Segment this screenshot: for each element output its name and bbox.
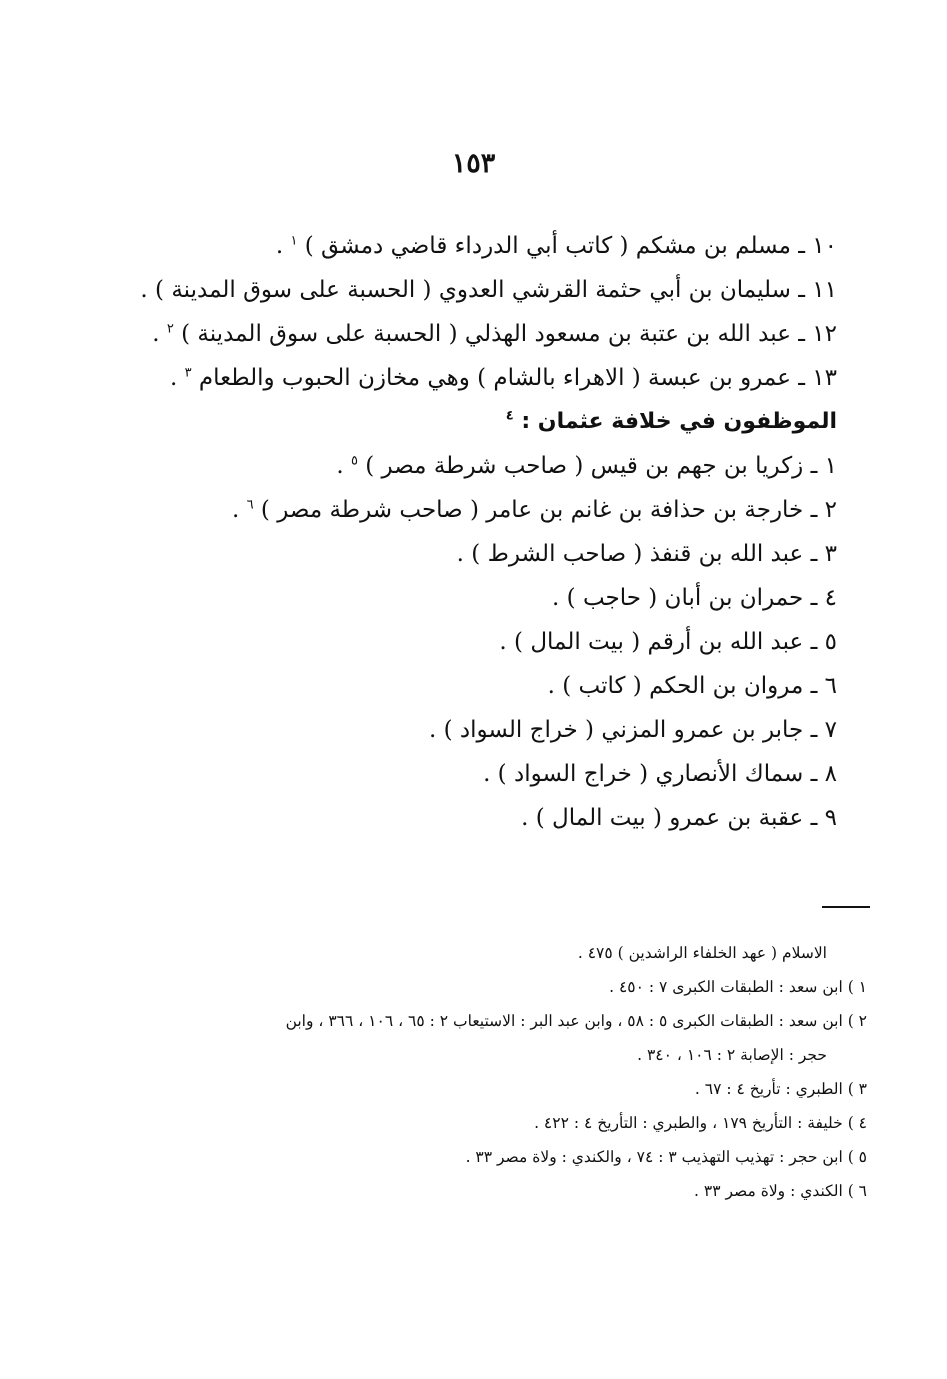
footnote: الاسلام ( عهد الخلفاء الراشدين ) ٤٧٥ . (577, 944, 827, 962)
list-item: ١٠ ـ مسلم بن مشكم ( كاتب أبي الدرداء قاضي دمشق ) $^١$ . (275, 233, 837, 259)
list-item: ١٣ ـ عمرو بن عبسة ( الاهراء بالشام ) وهي مخازن الحبوب والطعام $^٣$ . (169, 365, 837, 391)
footnote: ٦ ) الكندي : ولاة مصر ٣٣ . (694, 1182, 867, 1200)
footnote: ٣ ) الطبري : تأريخ ٤ : ٦٧ . (694, 1080, 867, 1098)
footnote-ref: ٤ (505, 408, 514, 424)
main-text (117, 224, 837, 840)
section-heading: الموظفون في خلافة عثمان : $^٤$ (505, 408, 837, 434)
footnote-ref: ٣ (184, 365, 192, 381)
footnotes (167, 936, 867, 1208)
footnote-ref: ١ (290, 233, 298, 249)
list-item: ٨ ـ سماك الأنصاري ( خراج السواد ) . (483, 761, 837, 787)
footnote: ٥ ) ابن حجر : تهذيب التهذيب ٣ : ٧٤ ، والكندي : ولاة مصر ٣٣ . (465, 1148, 867, 1166)
page-number: ١٥٣ (451, 148, 496, 179)
list-item: ١٢ ـ عبد الله بن عتبة بن مسعود الهذلي ( الحسبة على سوق المدينة ) $^٢$ . (152, 321, 837, 347)
list-item: ٥ ـ عبد الله بن أرقم ( بيت المال ) . (499, 629, 837, 655)
footnote: ٤ ) خليفة : التأريخ ١٧٩ ، والطبري : التأريخ ٤ : ٤٢٢ . (534, 1114, 867, 1132)
list-item: ١١ ـ سليمان بن أبي حثمة القرشي العدوي ( الحسبة على سوق المدينة ) . (140, 277, 837, 303)
footnote-ref: ٢ (166, 321, 174, 337)
footnote-divider (822, 906, 870, 908)
list-item: ٤ ـ حمران بن أبان ( حاجب ) . (552, 585, 837, 611)
list-item: ٦ ـ مروان بن الحكم ( كاتب ) . (547, 673, 837, 699)
list-item: ٢ ـ خارجة بن حذافة بن غانم بن عامر ( صاحب شرطة مصر ) $^٦$ . (231, 497, 837, 523)
list-item: ٧ ـ جابر بن عمرو المزني ( خراج السواد ) . (428, 717, 837, 743)
footnote-ref: ٥ (350, 453, 358, 469)
footnote: ١ ) ابن سعد : الطبقات الكبرى ٧ : ٤٥٠ . (609, 978, 867, 996)
footnote: ٢ ) ابن سعد : الطبقات الكبرى ٥ : ٥٨ ، وابن عبد البر : الاستيعاب ٢ : ٦٥ ، ١٠٦ ، ٣٦٦ ، وابن (285, 1012, 867, 1030)
list-item: ٣ ـ عبد الله بن قنفذ ( صاحب الشرط ) . (456, 541, 837, 567)
list-item: ٩ ـ عقبة بن عمرو ( بيت المال ) . (521, 805, 837, 831)
list-item: ١ ـ زكريا بن جهم بن قيس ( صاحب شرطة مصر ) $^٥$ . (336, 453, 837, 479)
footnote: حجر : الإصابة ٢ : ١٠٦ ، ٣٤٠ . (637, 1046, 827, 1064)
footnote-ref: ٦ (246, 497, 254, 513)
